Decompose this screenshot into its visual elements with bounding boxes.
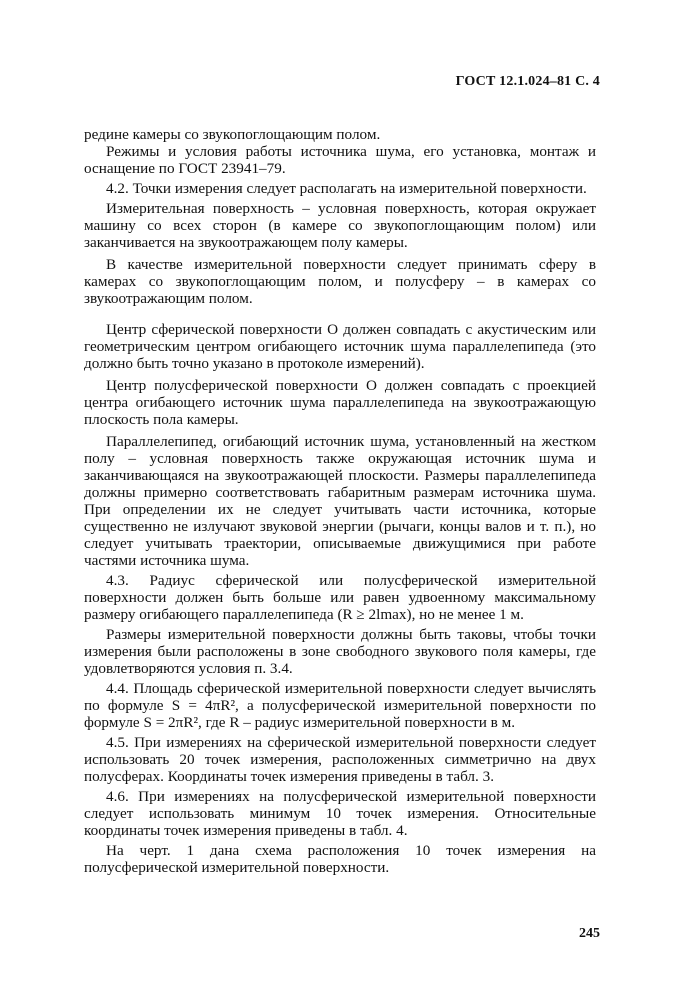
paragraph-11: 4.5. При измерениях на сферической измерительной поверхности следует использовать 20 точек измерения, расположенных симметрично на двух полусферах. Координаты точек измерения приведены в табл. 3. [84,734,596,785]
paragraph-7: Параллелепипед, огибающий источник шума, установленный на жестком полу – условная поверхность также окружающая источник шума и заканчивающаяся на звукоотражающей плоскости. Размеры параллелепипеда должны примерно соответствовать габаритным размерам источника шума. При определении их не следует учитывать части источника, которые существенно не излучают звуковой энергии (рычаги, концы валов и т. п.), но следует учитывать траектории, описываемые движущимися при работе частями источника шума. [84,433,596,569]
paragraph-4: В качестве измерительной поверхности следует принимать сферу в камерах со звукопоглощающим полом, и полусферу – в камерах со звукоотражающим полом. [84,256,596,307]
paragraph-2: 4.2. Точки измерения следует располагать на измерительной поверхности. [106,180,587,197]
paragraph-5: Центр сферической поверхности О должен совпадать с акустическим или геометрическим центром огибающего источник шума параллелепипеда (это должно быть точно указано в протоколе измерений). [84,321,596,372]
page-number: 245 [579,926,600,941]
running-header: ГОСТ 12.1.024–81 С. 4 [455,74,600,89]
paragraph-0: редине камеры со звукопоглощающим полом. [84,126,381,143]
paragraph-1: Режимы и условия работы источника шума, его установка, монтаж и оснащение по ГОСТ 23941–79. [84,143,596,177]
paragraph-9: Размеры измерительной поверхности должны быть таковы, чтобы точки измерения были расположены в зоне свободного звукового поля камеры, где удовлетворяются условия п. 3.4. [84,626,596,677]
paragraph-10: 4.4. Площадь сферической измерительной поверхности следует вычислять по формуле S = 4πR², а полусферической измерительной поверхности по формуле S = 2πR², где R – радиус измерительной поверхности в м. [84,680,596,731]
paragraph-6: Центр полусферической поверхности О должен совпадать с проекцией центра огибающего источник шума параллелепипеда на звукоотражающую плоскость пола камеры. [84,377,596,428]
document-body [84,126,596,876]
paragraph-3: Измерительная поверхность – условная поверхность, которая окружает машину со всех сторон (в камере со звукопоглощающим полом) или заканчивается на звукоотражающем полу камеры. [84,200,596,251]
paragraph-13: На черт. 1 дана схема расположения 10 точек измерения на полусферической измерительной поверхности. [84,842,596,876]
paragraph-12: 4.6. При измерениях на полусферической измерительной поверхности следует использовать минимум 10 точек измерения. Относительные координаты точек измерения приведены в табл. 4. [84,788,596,839]
paragraph-8: 4.3. Радиус сферической или полусферической измерительной поверхности должен быть больше или равен удвоенному максимальному размеру огибающего параллелепипеда (R ≥ 2lmax), но не менее 1 м. [84,572,596,623]
